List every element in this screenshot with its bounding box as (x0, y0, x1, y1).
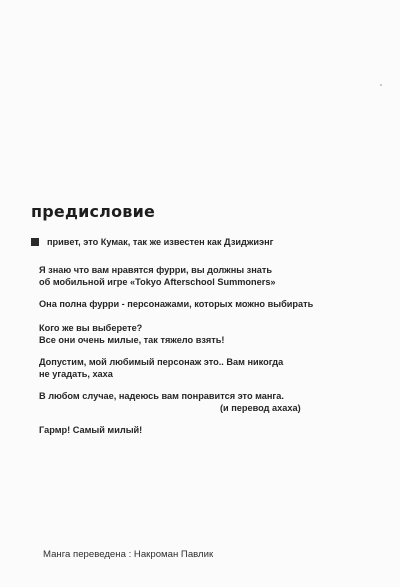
paragraph-2 (39, 298, 313, 310)
intro-line (31, 236, 273, 248)
paragraph-line: Кого же вы выберете? (39, 323, 143, 333)
paragraph-5 (39, 390, 284, 402)
paragraph-line: Допустим, мой любимый персонаж это.. Вам никогда (39, 357, 284, 367)
translator-credit: Манга переведена : Накроман Павлик (43, 549, 214, 560)
paragraph-line: не угадать, хаха (39, 369, 113, 379)
paragraph-line: Все они очень милые, так тяжело взять! (39, 335, 225, 345)
paragraph-3 (39, 322, 224, 346)
page-title: предисловие (31, 202, 156, 221)
paragraph-4 (39, 356, 283, 380)
square-bullet-icon (31, 238, 39, 246)
paragraph-line: Гармр! Самый милый! (39, 425, 143, 435)
paragraph-line: об мобильной игре «Tokyo Afterschool Summoners» (39, 277, 276, 287)
paragraph-line: Я знаю что вам нравятся фурри, вы должны знать (39, 265, 273, 275)
paragraph-6 (39, 424, 142, 436)
paragraph-line: В любом случае, надеюсь вам понравится это манга. (39, 391, 284, 401)
paragraph-1 (39, 264, 276, 288)
intro-text: привет, это Кумак, так же известен как Дзиджиэнг (47, 237, 274, 247)
scan-speck (380, 84, 382, 86)
paragraph-line: Она полна фурри - персонажами, которых можно выбирать (39, 299, 314, 309)
translator-note: (и перевод ахаха) (220, 403, 301, 413)
